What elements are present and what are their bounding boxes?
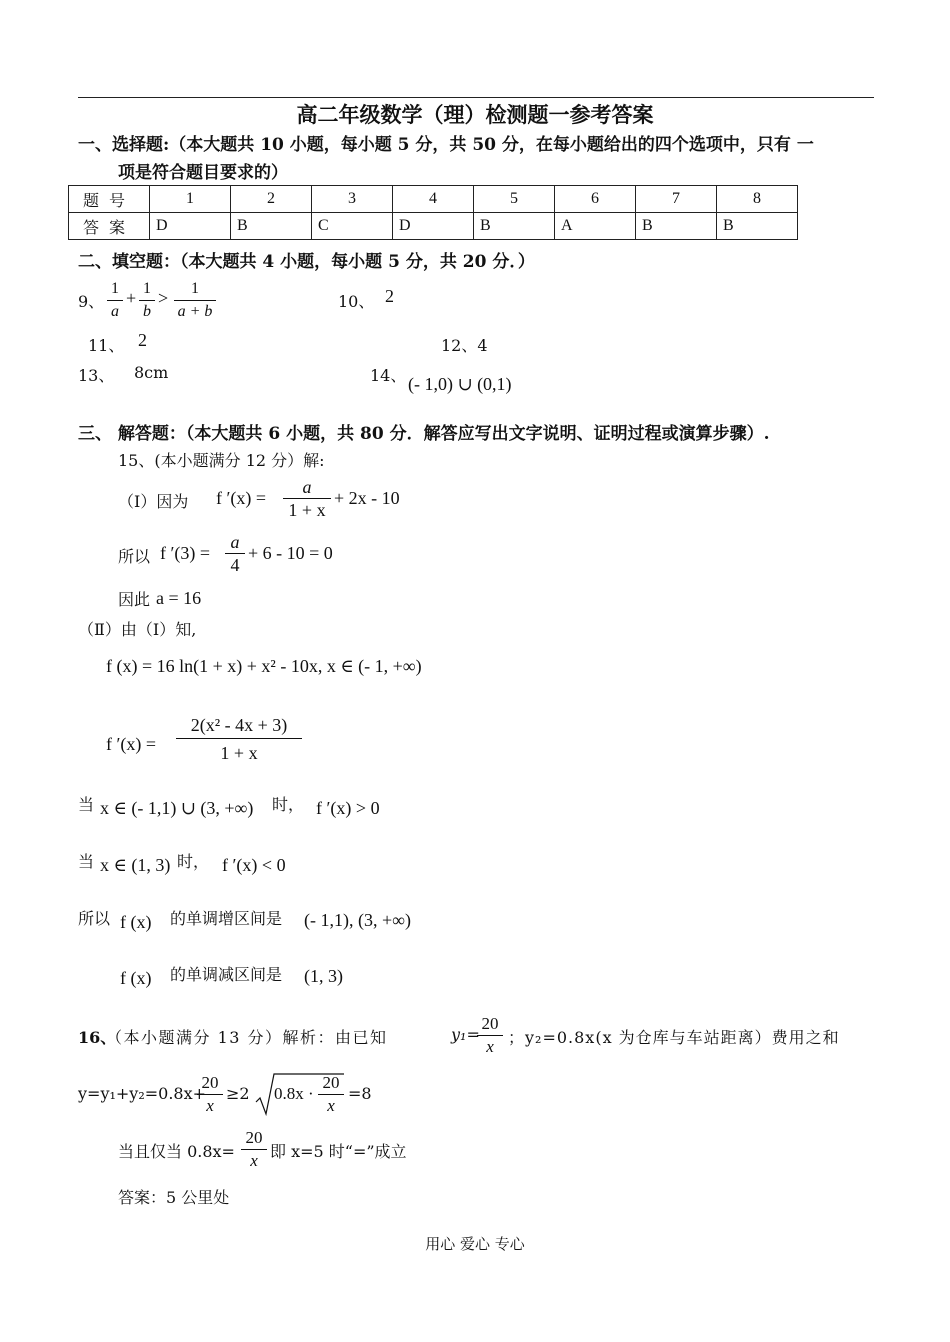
- q9-frac1-den: a: [111, 303, 119, 320]
- q15-when1-math: x ∈ (- 1,1) ∪ (3, +∞): [100, 798, 254, 818]
- q15-inc-f: f (x): [120, 912, 152, 932]
- q15-when1-text: 当: [78, 795, 95, 814]
- q15-when1-result: f ′(x) > 0: [316, 798, 380, 818]
- row-label-number: 题号: [69, 186, 150, 213]
- q16-sqrt-a: 0.8x ·: [274, 1084, 314, 1103]
- top-rule: [78, 97, 874, 98]
- q15-p1-frac-num: a: [283, 476, 331, 499]
- q16-answer: 答案：5 公里处: [118, 1188, 230, 1207]
- q9-frac3: [174, 278, 216, 323]
- table-cell: D: [393, 213, 474, 240]
- q16-label: 16、: [78, 1028, 117, 1047]
- q15-p2-frac: [225, 531, 245, 576]
- q16-line2-num: 20: [197, 1072, 223, 1095]
- q9-frac3-num: 1: [174, 278, 216, 301]
- table-cell: B: [231, 213, 312, 240]
- q10-label: 10、: [338, 292, 375, 311]
- q9-frac2-num: 1: [139, 278, 155, 301]
- q10-answer: 2: [385, 286, 394, 306]
- q16-line2-den: x: [206, 1096, 214, 1115]
- q15-fx: f (x) = 16 ln(1 + x) + x² - 10x, x ∈ (- 1, +∞): [106, 656, 422, 676]
- q14-label: 14、: [370, 366, 407, 385]
- q15-part2: （Ⅱ）由（Ⅰ）知,: [78, 620, 197, 639]
- table-cell: 5: [474, 186, 555, 213]
- q15-inc-prefix: 所以: [78, 909, 111, 928]
- table-cell: B: [474, 213, 555, 240]
- table-row-answers: [69, 213, 798, 240]
- table-cell: 6: [555, 186, 636, 213]
- q15-p1-lhs: f ′(x) =: [216, 488, 267, 508]
- q15-when2-suffix: 时，: [177, 852, 210, 871]
- q9-frac3-den: a + b: [177, 303, 213, 320]
- table-cell: 8: [717, 186, 798, 213]
- table-cell: D: [150, 213, 231, 240]
- section1-heading-line1: 一、选择题:（本大题共 10 小题，每小题 5 分，共 50 分，在每小题给出的四个选项中，只有 一: [78, 135, 814, 155]
- section3-heading: 三、 解答题：（本大题共 6 小题，共 80 分．解答应写出文字说明、证明过程或演算步骤）.: [78, 424, 770, 444]
- q15-p1-text: （Ⅰ）因为: [118, 492, 189, 511]
- q16-line2-frac: [197, 1072, 223, 1117]
- q15-dec-text: 的单调减区间是: [170, 965, 283, 984]
- q15-when2-math: x ∈ (1, 3): [100, 855, 171, 875]
- table-cell: B: [636, 213, 717, 240]
- q15-p1-frac: [283, 476, 331, 521]
- q15-p3-text: 因此: [118, 590, 151, 609]
- q9-frac2: [139, 278, 155, 323]
- q11-label: 11、: [88, 336, 125, 355]
- q16-y1-frac: [477, 1013, 503, 1058]
- q16-y1-num: 20: [477, 1013, 503, 1036]
- q13-answer: 8cm: [134, 363, 169, 382]
- q16-line3-b: 即 x=5 时“=”成立: [270, 1142, 407, 1161]
- q16-sqrt-num: 20: [318, 1072, 344, 1095]
- table-cell: 3: [312, 186, 393, 213]
- q9-gt: >: [158, 288, 169, 308]
- q15-inc-text: 的单调增区间是: [170, 909, 283, 928]
- q15-p2-text: 所以: [118, 547, 151, 566]
- q16-text: （本小题满分 13 分）解析：由已知: [106, 1028, 388, 1047]
- table-cell: 1: [150, 186, 231, 213]
- q14-answer: (- 1,0) ∪ (0,1): [408, 374, 512, 394]
- q16-y1-den: x: [486, 1037, 494, 1056]
- q15-p2-rest: + 6 - 10 = 0: [248, 543, 333, 563]
- q16-line3-a: 当且仅当 0.8x=: [118, 1142, 235, 1161]
- table-cell: 2: [231, 186, 312, 213]
- q16-line3-den: x: [250, 1151, 258, 1170]
- q15-p2-lhs: f ′(3) =: [160, 543, 211, 563]
- q15-inc-math: (- 1,1), (3, +∞): [304, 910, 411, 930]
- q15-fpx-lhs: f ′(x) =: [106, 734, 157, 754]
- q16-sqrt-frac: [318, 1072, 344, 1117]
- q9-frac1: [107, 278, 123, 323]
- answer-table: [68, 185, 798, 240]
- table-cell: 7: [636, 186, 717, 213]
- q9-frac2-den: b: [143, 303, 151, 320]
- q16-y1: y₁=: [451, 1025, 480, 1044]
- table-cell: A: [555, 213, 636, 240]
- q15-p3-math: a = 16: [156, 588, 202, 608]
- q15-when1-suffix: 时，: [272, 795, 305, 814]
- q15-fpx-den: 1 + x: [220, 743, 258, 763]
- q16-line3-frac: [241, 1127, 267, 1172]
- q16-line3-num: 20: [241, 1127, 267, 1150]
- table-row-numbers: [69, 186, 798, 213]
- section1-heading-line2: 项是符合题目要求的）: [118, 163, 288, 183]
- page-footer: 用心 爱心 专心: [425, 1235, 525, 1253]
- q15-intro: 15、(本小题满分 12 分）解:: [118, 451, 325, 470]
- q15-p2-frac-num: a: [225, 531, 245, 554]
- section2-heading: 二、填空题：（本大题共 4 小题，每小题 5 分，共 20 分．）: [78, 252, 535, 272]
- q15-when2-result: f ′(x) < 0: [222, 855, 286, 875]
- q15-p1-rest: + 2x - 10: [334, 488, 400, 508]
- q16-line2-a: y=y₁+y₂=0.8x+: [78, 1084, 207, 1103]
- q15-p2-frac-den: 4: [230, 555, 240, 575]
- table-cell: C: [312, 213, 393, 240]
- row-label-answer: 答案: [69, 213, 150, 240]
- table-cell: 4: [393, 186, 474, 213]
- q12-answer: 12、4: [441, 336, 488, 355]
- q15-fpx-num: 2(x² - 4x + 3): [176, 712, 302, 739]
- page-title: 高二年级数学（理）检测题一参考答案: [296, 102, 654, 127]
- q11-answer: 2: [138, 330, 147, 350]
- q15-fpx-frac: [176, 712, 302, 767]
- q16-line2-b: ≥2: [226, 1084, 250, 1103]
- table-cell: B: [717, 213, 798, 240]
- q9-frac1-num: 1: [107, 278, 123, 301]
- q16-y2: ；y₂=0.8x(x 为仓库与车站距离）费用之和: [508, 1028, 840, 1047]
- q9-label: 9、: [78, 292, 105, 311]
- q9-plus: +: [126, 288, 137, 308]
- q15-when2-text: 当: [78, 852, 95, 871]
- q16-line2-c: =8: [348, 1084, 372, 1103]
- q15-dec-math: (1, 3): [304, 966, 343, 986]
- q15-dec-f: f (x): [120, 968, 152, 988]
- q16-sqrt-den: x: [327, 1096, 335, 1115]
- q15-p1-frac-den: 1 + x: [288, 500, 326, 520]
- q13-label: 13、: [78, 366, 115, 385]
